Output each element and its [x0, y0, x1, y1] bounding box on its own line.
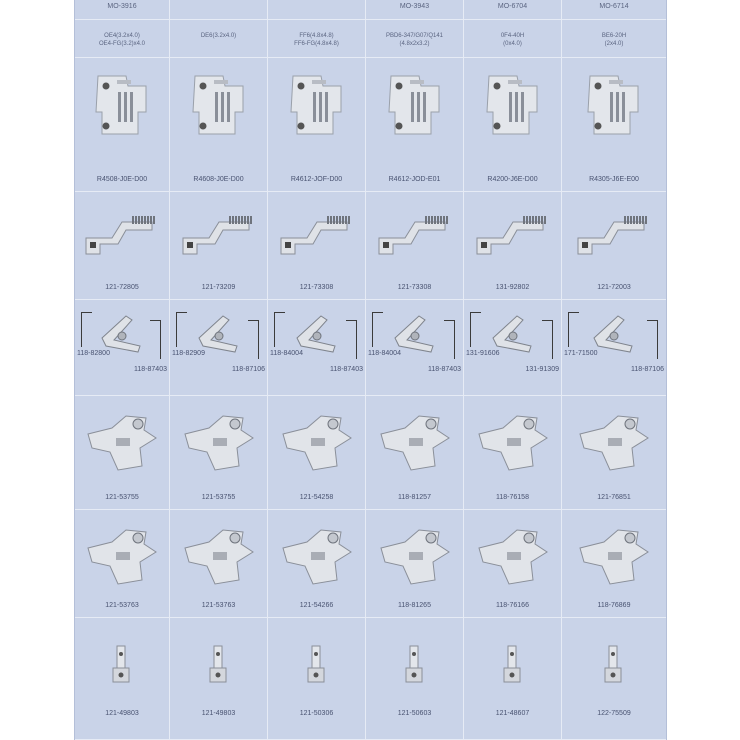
feed-dog-cell [464, 192, 562, 300]
needle-plate-cell [366, 58, 464, 192]
needle-plate-cell [75, 58, 170, 192]
spec-line: (0x4.0) [503, 41, 522, 47]
looper-cell [562, 300, 666, 396]
feed-dog-icon [375, 210, 455, 264]
presser-foot-icon [179, 408, 259, 478]
looper-bracket-right [150, 320, 161, 359]
looper-bracket-right [248, 320, 259, 359]
feed-dog-cell [268, 192, 366, 300]
presser-foot-cell [366, 510, 464, 618]
needle-clamp-cell [170, 618, 268, 740]
looper-code-left: 118-82909 [172, 350, 205, 357]
needle-clamp-icon [302, 644, 332, 694]
presser-foot-code: 121-54266 [299, 602, 334, 609]
needle-plate-cell [268, 58, 366, 192]
presser-foot-icon [82, 408, 162, 478]
spec-line: OE4(3.2x4.0) [104, 33, 140, 39]
looper-icon [92, 308, 152, 356]
needle-clamp-code: 122-75509 [597, 710, 631, 717]
spec-line: 0F4-40H [500, 33, 525, 39]
needle-plate-icon [189, 72, 249, 144]
needle-clamp-cell [268, 618, 366, 740]
presser-foot-cell [464, 396, 562, 510]
spec-cell [75, 20, 170, 58]
presser-foot-code: 118-76869 [597, 602, 631, 609]
feed-dog-code: 121-72003 [597, 284, 631, 291]
model-header: MO-6704 [464, 0, 562, 20]
presser-foot-code: 118-76158 [496, 494, 529, 501]
needle-clamp-icon [599, 644, 629, 694]
looper-bracket-right [444, 320, 455, 359]
parts-catalog-sheet [74, 0, 667, 740]
looper-cell [170, 300, 268, 396]
presser-foot-code: 121-53755 [105, 494, 139, 501]
spec-line: DE6(3.2x4.0) [200, 33, 237, 39]
spec-cell [268, 20, 366, 58]
presser-foot-icon [375, 408, 455, 478]
presser-foot-code: 118-81257 [398, 494, 431, 501]
feed-dog-icon [574, 210, 654, 264]
looper-cell [268, 300, 366, 396]
needle-plate-icon [385, 72, 445, 144]
needle-plate-icon [483, 72, 543, 144]
spec-cell [464, 20, 562, 58]
looper-bracket-left [470, 312, 481, 347]
parts-grid [75, 0, 666, 740]
feed-dog-icon [179, 210, 259, 264]
presser-foot-code: 121-54258 [299, 494, 334, 501]
looper-cell [464, 300, 562, 396]
feed-dog-code: 121-73308 [299, 284, 334, 291]
needle-plate-icon [287, 72, 347, 144]
spec-line: OE4-FG(3.2)x4.0 [98, 41, 145, 47]
presser-foot-cell [268, 510, 366, 618]
model-header [268, 0, 366, 20]
needle-plate-icon [584, 72, 644, 144]
needle-plate-cell [464, 58, 562, 192]
looper-bracket-left [372, 312, 383, 347]
needle-plate-code: R4508-J0E-D00 [96, 176, 148, 183]
looper-code-left: 131-91606 [466, 350, 500, 357]
presser-foot-code: 121-53763 [105, 602, 139, 609]
feed-dog-icon [277, 210, 357, 264]
needle-clamp-code: 121-49803 [201, 710, 236, 717]
spec-line: FF6(4.8x4.8) [299, 33, 334, 39]
looper-bracket-left [176, 312, 187, 347]
needle-plate-cell [562, 58, 666, 192]
looper-bracket-right [542, 320, 553, 359]
looper-bracket-left [274, 312, 285, 347]
presser-foot-cell [562, 510, 666, 618]
looper-cell [366, 300, 464, 396]
presser-foot-icon [473, 408, 553, 478]
feed-dog-cell [75, 192, 170, 300]
needle-clamp-cell [464, 618, 562, 740]
presser-foot-icon [375, 522, 455, 592]
presser-foot-cell [75, 396, 170, 510]
looper-code-left: 118-84004 [368, 350, 401, 357]
presser-foot-icon [82, 522, 162, 592]
looper-code-left: 171-71500 [564, 350, 598, 357]
presser-foot-code: 118-81265 [398, 602, 431, 609]
looper-bracket-left [81, 312, 92, 347]
feed-dog-code: 131-92802 [495, 284, 530, 291]
feed-dog-cell [562, 192, 666, 300]
presser-foot-icon [574, 522, 654, 592]
looper-code-right: 118-87106 [631, 366, 664, 373]
looper-code-right: 118-87403 [428, 366, 461, 373]
needle-clamp-cell [366, 618, 464, 740]
spec-line: (4.8x2x3.2) [399, 41, 430, 47]
spec-cell [170, 20, 268, 58]
presser-foot-code: 121-53755 [201, 494, 236, 501]
looper-cell [75, 300, 170, 396]
presser-foot-cell [170, 510, 268, 618]
spec-cell [366, 20, 464, 58]
looper-bracket-right [346, 320, 357, 359]
needle-plate-code: R4612-JOF-D00 [290, 176, 343, 183]
presser-foot-code: 121-53763 [201, 602, 236, 609]
needle-clamp-icon [204, 644, 234, 694]
looper-icon [189, 308, 249, 356]
presser-foot-code: 121-76851 [597, 494, 631, 501]
presser-foot-cell [366, 396, 464, 510]
feed-dog-cell [170, 192, 268, 300]
model-header: MO-3916 [75, 0, 170, 20]
presser-foot-cell [562, 396, 666, 510]
presser-foot-icon [277, 408, 357, 478]
needle-clamp-code: 121-50306 [299, 710, 334, 717]
needle-clamp-code: 121-48607 [495, 710, 530, 717]
model-header [170, 0, 268, 20]
presser-foot-cell [75, 510, 170, 618]
spec-line: FF6-FG(4.8x4.8) [294, 41, 339, 47]
feed-dog-icon [82, 210, 162, 264]
presser-foot-code: 118-76166 [496, 602, 529, 609]
feed-dog-cell [366, 192, 464, 300]
needle-clamp-cell [562, 618, 666, 740]
presser-foot-cell [464, 510, 562, 618]
looper-icon [483, 308, 543, 356]
needle-plate-code: R4612-JOD-E01 [388, 176, 441, 183]
presser-foot-icon [473, 522, 553, 592]
presser-foot-icon [574, 408, 654, 478]
needle-clamp-cell [75, 618, 170, 740]
looper-code-right: 118-87403 [134, 366, 167, 373]
needle-clamp-icon [498, 644, 528, 694]
spec-line: BE6-20H [601, 33, 627, 39]
needle-plate-cell [170, 58, 268, 192]
needle-clamp-code: 121-50603 [397, 710, 432, 717]
looper-code-left: 118-84004 [270, 350, 303, 357]
spec-line: PBD6-347/G07/Q141 [385, 33, 444, 39]
needle-clamp-icon [107, 644, 137, 694]
needle-plate-icon [92, 72, 152, 144]
spec-cell [562, 20, 666, 58]
presser-foot-cell [268, 396, 366, 510]
feed-dog-icon [473, 210, 553, 264]
presser-foot-cell [170, 396, 268, 510]
looper-code-right: 131-91309 [525, 366, 559, 373]
model-header: MO-3943 [366, 0, 464, 20]
feed-dog-code: 121-72805 [105, 284, 139, 291]
looper-code-right: 118-87106 [232, 366, 265, 373]
spec-line: (2x4.0) [604, 41, 624, 47]
looper-bracket-left [568, 312, 579, 347]
needle-clamp-icon [400, 644, 430, 694]
needle-plate-code: R4200-J6E-D00 [487, 176, 538, 183]
looper-code-left: 118-82800 [77, 350, 110, 357]
presser-foot-icon [179, 522, 259, 592]
model-header: MO-6714 [562, 0, 666, 20]
presser-foot-icon [277, 522, 357, 592]
feed-dog-code: 121-73308 [397, 284, 432, 291]
looper-code-right: 118-87403 [330, 366, 363, 373]
looper-icon [584, 308, 644, 356]
looper-icon [385, 308, 445, 356]
looper-bracket-right [647, 320, 658, 359]
feed-dog-code: 121-73209 [201, 284, 236, 291]
needle-clamp-code: 121-49803 [105, 710, 139, 717]
needle-plate-code: R4305-J6E-E00 [589, 176, 639, 183]
looper-icon [287, 308, 347, 356]
needle-plate-code: R4608-J0E-D00 [193, 176, 244, 183]
